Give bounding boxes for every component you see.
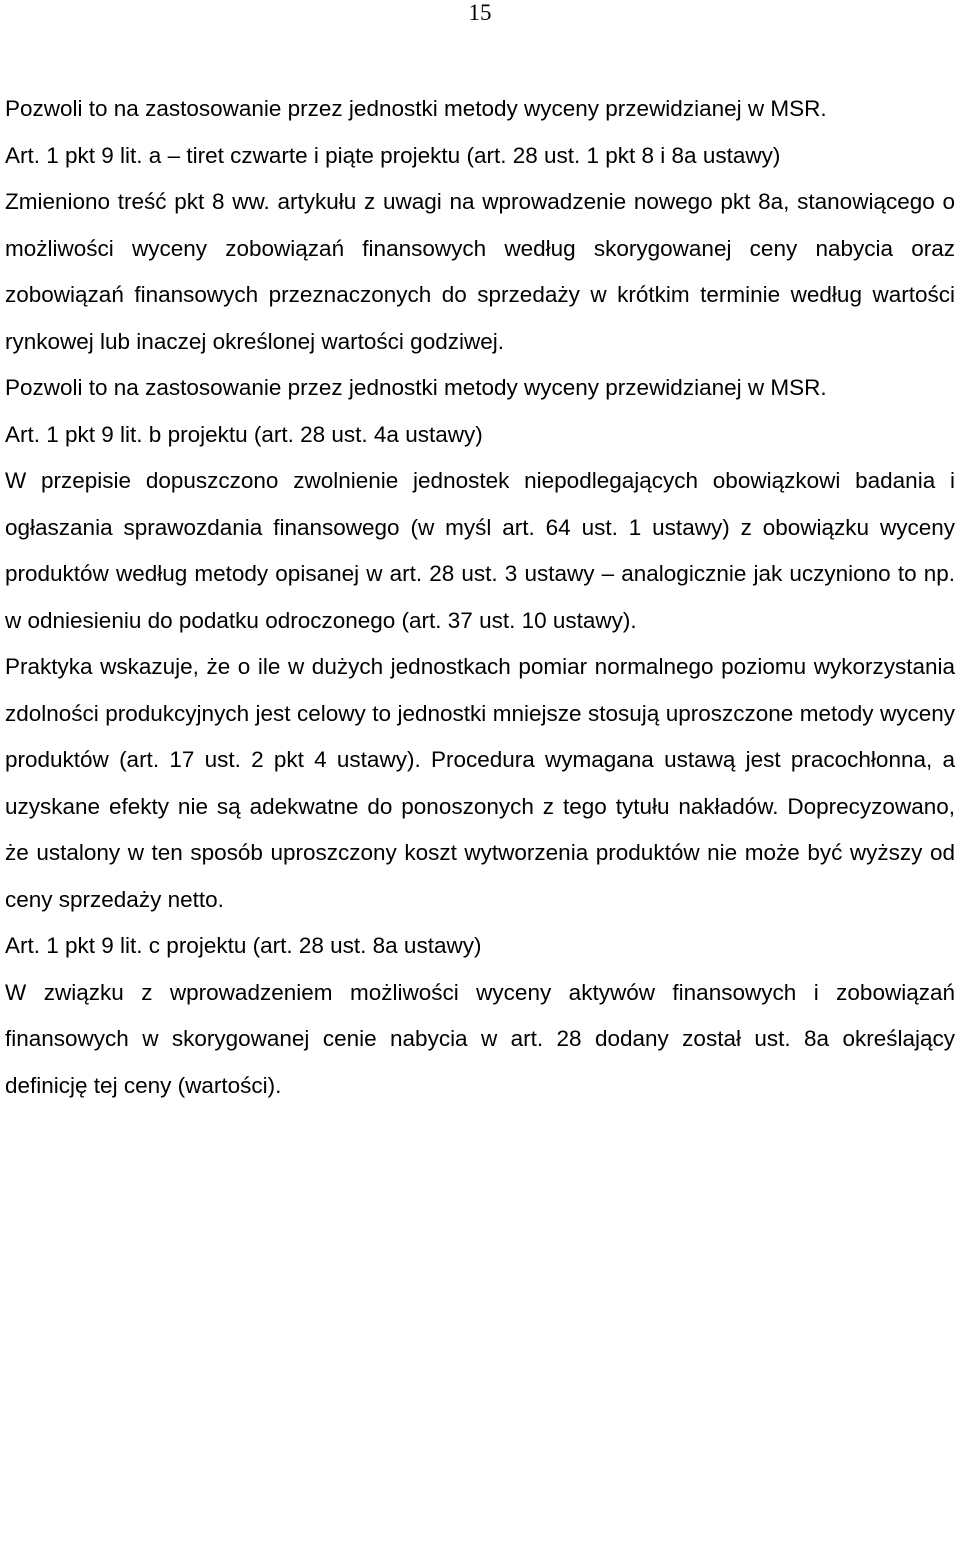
paragraph-ust-8a: W związku z wprowadzeniem możliwości wyceny aktywów finansowych i zobowiązań finansowych w skorygowanej cenie nabycia w art. 28 dodany został ust. 8a określający definicję tej ceny (wartości).: [5, 979, 955, 1098]
document-body: [5, 86, 955, 1109]
paragraph-msr-note-2: Pozwoli to na zastosowanie przez jednostki metody wyceny przewidzianej w MSR.: [5, 375, 827, 400]
heading-art-1-pkt-9-lit-a: Art. 1 pkt 9 lit. a – tiret czwarte i piąte projektu (art. 28 ust. 1 pkt 8 i 8a ustawy): [5, 142, 781, 168]
paragraph-practice: Praktyka wskazuje, że o ile w dużych jednostkach pomiar normalnego poziomu wykorzystania zdolności produkcyjnych jest celowy to jednostki mniejsze stosują uproszczone metody wyceny produktów (art. 17 ust. 2 pkt 4 ustawy). Procedura wymagana ustawą jest pracochłonna, a uzyskane efekty nie są adekwatne do ponoszonych z tego tytułu nakładów. Doprecyzowano, że ustalony w ten sposób uproszczony koszt wytworzenia produktów nie może być wyższy od ceny sprzedaży netto.: [5, 654, 955, 912]
paragraph-pkt-8-change: Zmieniono treść pkt 8 ww. artykułu z uwagi na wprowadzenie nowego pkt 8a, stanowiącego o możliwości wyceny zobowiązań finansowych według skorygowanej ceny nabycia oraz zobowiązań finansowych przeznaczonych do sprzedaży w krótkim terminie według wartości rynkowej lub inaczej określonej wartości godziwej.: [5, 189, 955, 354]
heading-art-1-pkt-9-lit-b: Art. 1 pkt 9 lit. b projektu (art. 28 ust. 4a ustawy): [5, 421, 483, 447]
paragraph-exemption: W przepisie dopuszczono zwolnienie jednostek niepodlegających obowiązkowi badania i ogłaszania sprawozdania finansowego (w myśl art. 64 ust. 1 ustawy) z obowiązku wyceny produktów według metody opisanej w art. 28 ust. 3 ustawy – analogicznie jak uczyniono to np. w odniesieniu do podatku odroczonego (art. 37 ust. 10 ustawy).: [5, 468, 955, 633]
heading-art-1-pkt-9-lit-c: Art. 1 pkt 9 lit. c projektu (art. 28 ust. 8a ustawy): [5, 933, 482, 958]
page-number: 15: [468, 0, 492, 25]
paragraph-msr-note-1: Pozwoli to na zastosowanie przez jednostki metody wyceny przewidzianej w MSR.: [5, 96, 827, 121]
